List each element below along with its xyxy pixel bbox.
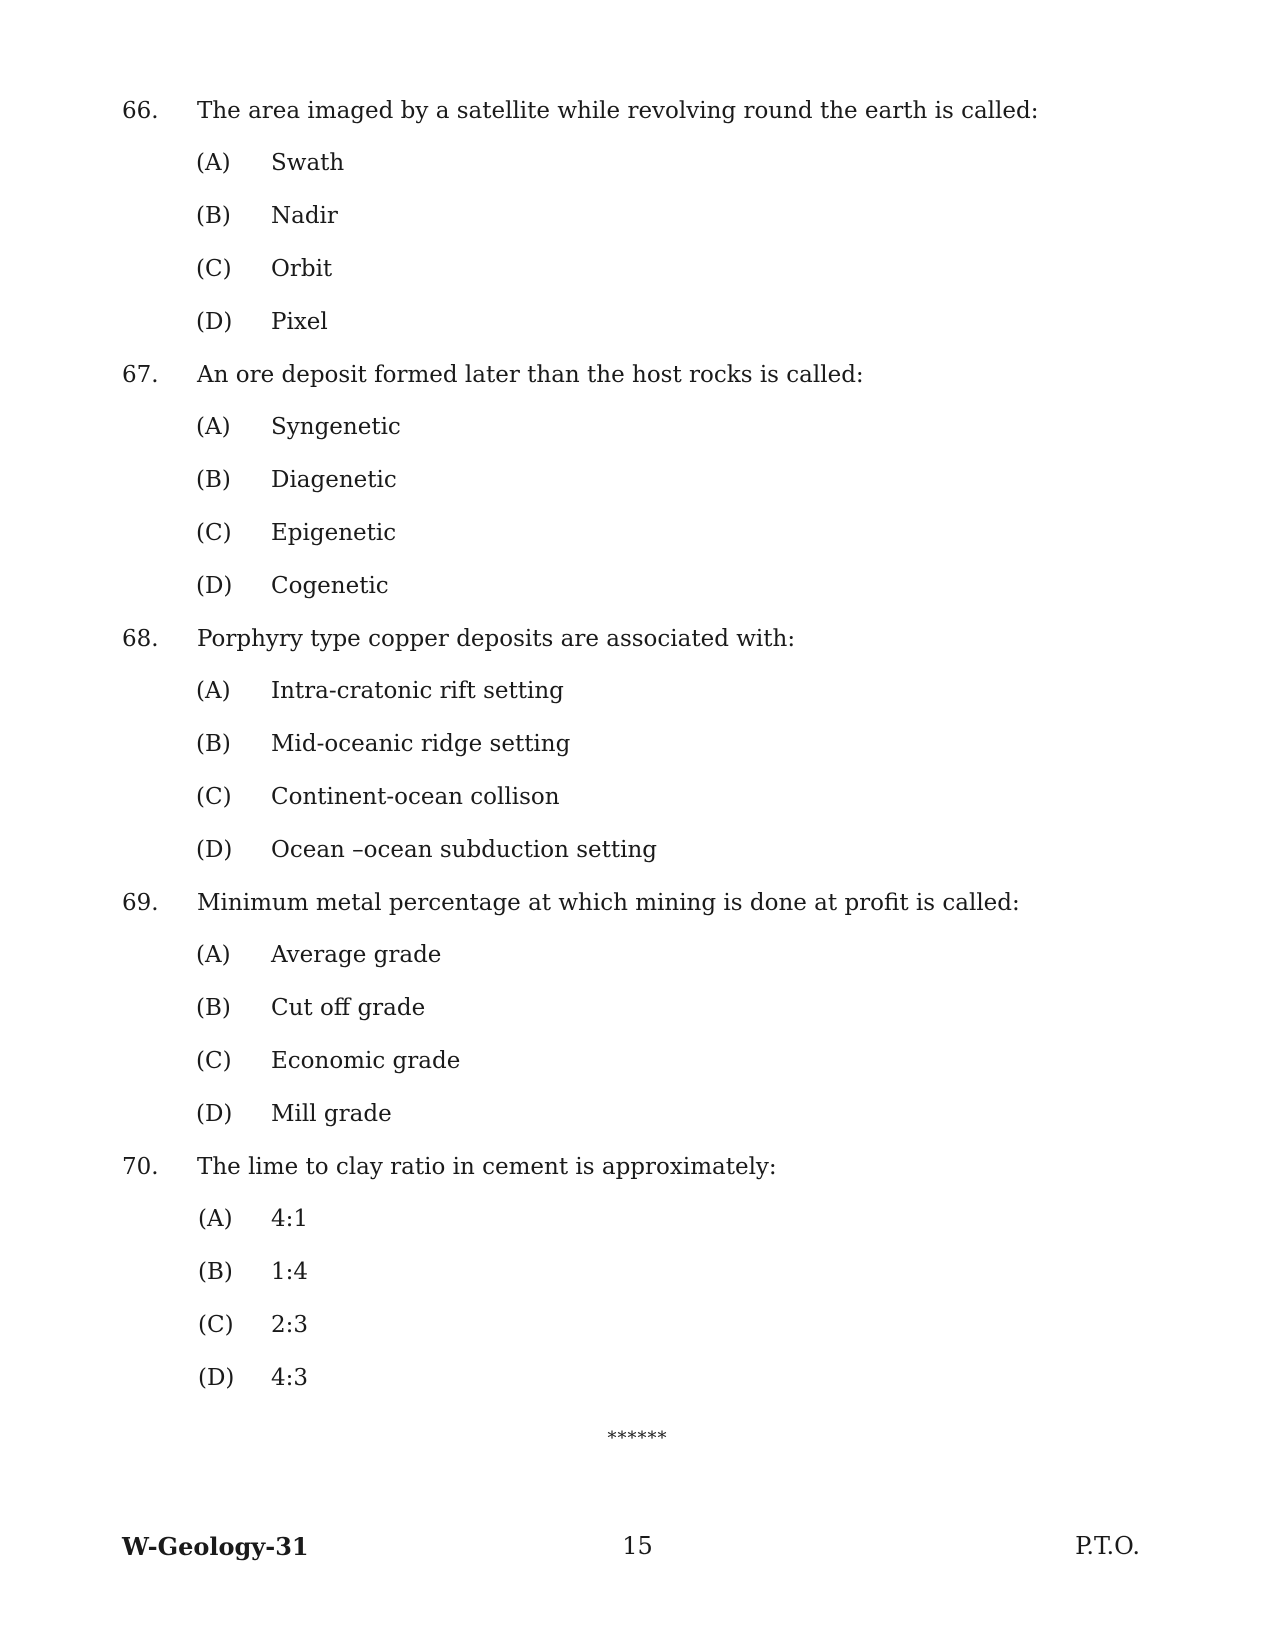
question-number: 66. xyxy=(122,98,159,124)
option-letter: (A) xyxy=(196,942,231,968)
option-text: Economic grade xyxy=(271,1048,461,1074)
option-text: Average grade xyxy=(271,942,442,968)
option-text: Mid-oceanic ridge setting xyxy=(271,731,571,757)
question-text: An ore deposit formed later than the host rocks is called: xyxy=(197,362,864,388)
option-text: 4:3 xyxy=(271,1365,309,1391)
option-text: 2:3 xyxy=(271,1312,309,1338)
option-letter: (D) xyxy=(198,1365,235,1391)
option-text: Syngenetic xyxy=(271,414,401,440)
option-letter: (B) xyxy=(198,1259,233,1285)
end-marker: ****** xyxy=(607,1428,668,1449)
option-text: Nadir xyxy=(271,203,338,229)
option-text: Continent-ocean collison xyxy=(271,784,560,810)
option-letter: (C) xyxy=(196,520,232,546)
option-text: 1:4 xyxy=(271,1259,309,1285)
option-letter: (D) xyxy=(196,573,233,599)
option-text: Diagenetic xyxy=(271,467,397,493)
question-number: 69. xyxy=(122,890,159,916)
option-letter: (A) xyxy=(196,150,231,176)
option-text: Orbit xyxy=(271,256,333,282)
paper-code: W-Geology-31 xyxy=(122,1532,309,1561)
option-text: Swath xyxy=(271,150,345,176)
question-number: 68. xyxy=(122,626,159,652)
option-letter: (A) xyxy=(196,414,231,440)
option-text: Cut off grade xyxy=(271,995,426,1021)
option-letter: (B) xyxy=(196,995,231,1021)
option-text: Pixel xyxy=(271,309,328,335)
question-text: The area imaged by a satellite while revolving round the earth is called: xyxy=(197,98,1039,124)
option-text: Ocean –ocean subduction setting xyxy=(271,837,657,863)
option-letter: (C) xyxy=(198,1312,234,1338)
option-text: Cogenetic xyxy=(271,573,389,599)
option-text: Mill grade xyxy=(271,1101,392,1127)
option-letter: (D) xyxy=(196,1101,233,1127)
option-letter: (D) xyxy=(196,837,233,863)
pto-label: P.T.O. xyxy=(1075,1532,1140,1560)
option-letter: (A) xyxy=(198,1206,233,1232)
question-number: 70. xyxy=(122,1154,159,1180)
option-letter: (C) xyxy=(196,256,232,282)
option-letter: (C) xyxy=(196,784,232,810)
option-text: 4:1 xyxy=(271,1206,309,1232)
option-letter: (B) xyxy=(196,467,231,493)
option-letter: (C) xyxy=(196,1048,232,1074)
option-letter: (A) xyxy=(196,678,231,704)
question-number: 67. xyxy=(122,362,159,388)
option-letter: (D) xyxy=(196,309,233,335)
question-text: Minimum metal percentage at which mining is done at profit is called: xyxy=(197,890,1020,916)
option-text: Epigenetic xyxy=(271,520,397,546)
option-text: Intra-cratonic rift setting xyxy=(271,678,564,704)
option-letter: (B) xyxy=(196,731,231,757)
page-number: 15 xyxy=(622,1532,653,1560)
question-text: Porphyry type copper deposits are associated with: xyxy=(197,626,796,652)
question-text: The lime to clay ratio in cement is approximately: xyxy=(197,1154,777,1180)
option-letter: (B) xyxy=(196,203,231,229)
